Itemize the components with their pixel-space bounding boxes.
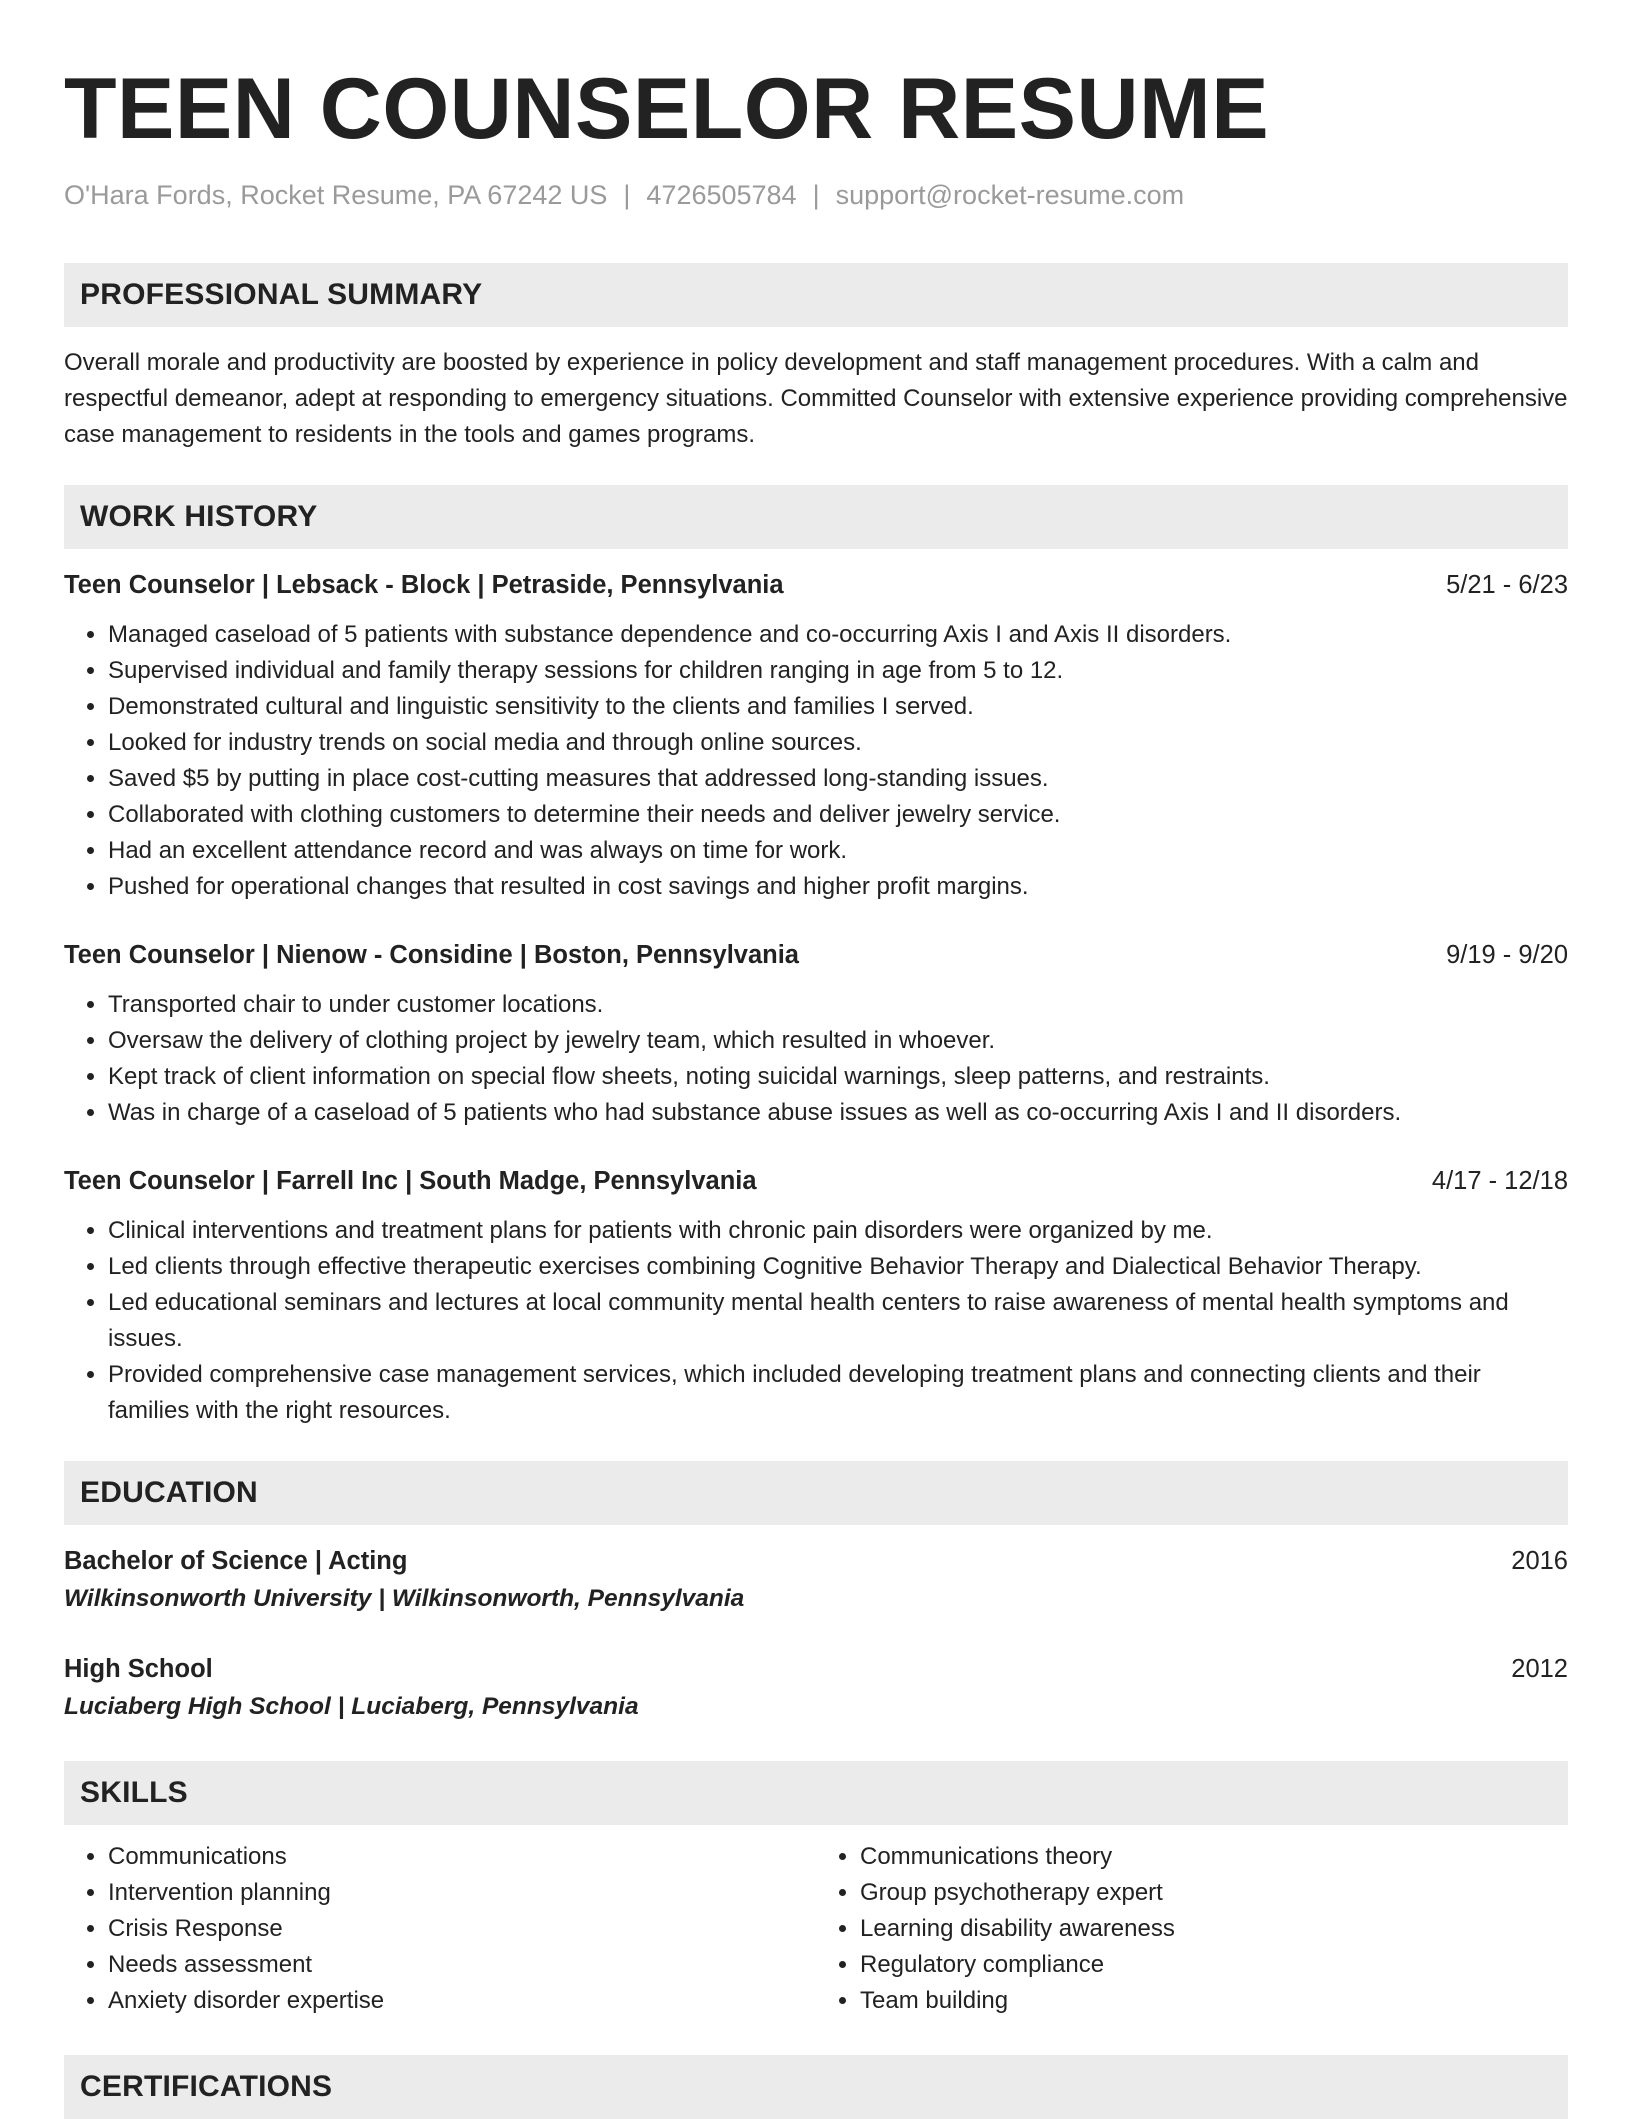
job-bullets: [64, 987, 1568, 1131]
job-title: Teen Counselor | Lebsack - Block | Petraside, Pennsylvania: [64, 570, 784, 599]
section-header-summary: PROFESSIONAL SUMMARY: [64, 263, 1568, 327]
summary-text: Overall morale and productivity are boosted by experience in policy development and staff management procedures. With a calm and respectful demeanor, adept at responding to emergency situations. Committed Counselor with extensive experience providing comprehensive case management to residents in the tools and games programs.: [64, 348, 1568, 448]
contact-address: O'Hara Fords, Rocket Resume, PA 67242 US: [64, 179, 608, 210]
list-item: • Had an excellent attendance record and was always on time for work.: [108, 833, 1568, 869]
list-item: • Kept track of client information on special flow sheets, noting suicidal warnings, sleep patterns, and restraints.: [108, 1059, 1568, 1095]
list-item: • Demonstrated cultural and linguistic sensitivity to the clients and families I served.: [108, 689, 1568, 725]
education-section: [64, 1461, 1568, 1725]
skills-list-right: [816, 1839, 1568, 2019]
job-title: Teen Counselor | Nienow - Considine | Boston, Pennsylvania: [64, 940, 799, 969]
list-item: • Anxiety disorder expertise: [108, 1983, 816, 2019]
skills-list-left: [64, 1839, 816, 2019]
education-degree: High School: [64, 1654, 213, 1683]
job-bullets: [64, 617, 1568, 905]
list-item: • Communications theory: [860, 1839, 1568, 1875]
list-item: • Looked for industry trends on social media and through online sources.: [108, 725, 1568, 761]
skills-columns: [64, 1839, 1568, 2019]
education-entry: [64, 1543, 1568, 1617]
list-item: • Managed caseload of 5 patients with substance dependence and co-occurring Axis I and Axis II disorders.: [108, 617, 1568, 653]
job-dates: 5/21 - 6/23: [1446, 570, 1568, 599]
resume-title: TEEN COUNSELOR RESUME: [64, 61, 1270, 157]
list-item: • Provided comprehensive case management services, which included developing treatment plans and connecting clients and their families with the right resources.: [108, 1357, 1568, 1429]
list-item: • Needs assessment: [108, 1947, 816, 1983]
list-item: • Was in charge of a caseload of 5 patients who had substance abuse issues as well as co-occurring Axis I and II disorders.: [108, 1095, 1568, 1131]
education-year: 2012: [1511, 1654, 1568, 1683]
education-header: [64, 1651, 1568, 1687]
section-header-education: EDUCATION: [64, 1461, 1568, 1525]
job-dates: 9/19 - 9/20: [1446, 940, 1568, 969]
education-year: 2016: [1511, 1546, 1568, 1575]
list-item: • Crisis Response: [108, 1911, 816, 1947]
skills-section: [64, 1761, 1568, 2019]
education-degree: Bachelor of Science | Acting: [64, 1546, 408, 1575]
list-item: • Team building: [860, 1983, 1568, 2019]
list-item: • Led educational seminars and lectures at local community mental health centers to raise awareness of mental health symptoms and issues.: [108, 1285, 1568, 1357]
contact-phone: 4726505784: [646, 179, 797, 210]
list-item: • Oversaw the delivery of clothing project by jewelry team, which resulted in whoever.: [108, 1023, 1568, 1059]
list-item: • Communications: [108, 1839, 816, 1875]
contact-separator: |: [623, 179, 631, 210]
education-header: [64, 1543, 1568, 1579]
list-item: • Regulatory compliance: [860, 1947, 1568, 1983]
list-item: • Clinical interventions and treatment plans for patients with chronic pain disorders were organized by me.: [108, 1213, 1568, 1249]
list-item: • Pushed for operational changes that resulted in cost savings and higher profit margins.: [108, 869, 1568, 905]
list-item: • Intervention planning: [108, 1875, 816, 1911]
list-item: • Saved $5 by putting in place cost-cutting measures that addressed long-standing issues.: [108, 761, 1568, 797]
contact-email: support@rocket-resume.com: [835, 179, 1185, 210]
section-header-skills: SKILLS: [64, 1761, 1568, 1825]
section-header-certifications: CERTIFICATIONS: [64, 2055, 1568, 2119]
contact-separator: |: [812, 179, 820, 210]
job-entry: [64, 1163, 1568, 1429]
job-title: Teen Counselor | Farrell Inc | South Madge, Pennsylvania: [64, 1166, 757, 1195]
list-item: • Led clients through effective therapeutic exercises combining Cognitive Behavior Therapy and Dialectical Behavior Therapy.: [108, 1249, 1568, 1285]
list-item: • Learning disability awareness: [860, 1911, 1568, 1947]
work-history-section: [64, 485, 1568, 1429]
list-item: • Supervised individual and family therapy sessions for children ranging in age from 5 to 12.: [108, 653, 1568, 689]
job-bullets: [64, 1213, 1568, 1429]
certifications-section: [64, 2055, 1568, 2119]
job-header: [64, 1163, 1568, 1199]
job-header: [64, 937, 1568, 973]
section-header-work-history: WORK HISTORY: [64, 485, 1568, 549]
list-item: • Transported chair to under customer locations.: [108, 987, 1568, 1023]
summary-section: [64, 263, 1568, 453]
job-entry: [64, 937, 1568, 1131]
education-entry: [64, 1651, 1568, 1725]
contact-line: [64, 179, 1568, 211]
job-dates: 4/17 - 12/18: [1431, 1166, 1568, 1195]
job-entry: [64, 567, 1568, 905]
education-school: Luciaberg High School | Luciaberg, Pennsylvania: [64, 1692, 639, 1720]
education-school: Wilkinsonworth University | Wilkinsonworth, Pennsylvania: [64, 1584, 745, 1612]
job-header: [64, 567, 1568, 603]
list-item: • Collaborated with clothing customers to determine their needs and deliver jewelry service.: [108, 797, 1568, 833]
list-item: • Group psychotherapy expert: [860, 1875, 1568, 1911]
